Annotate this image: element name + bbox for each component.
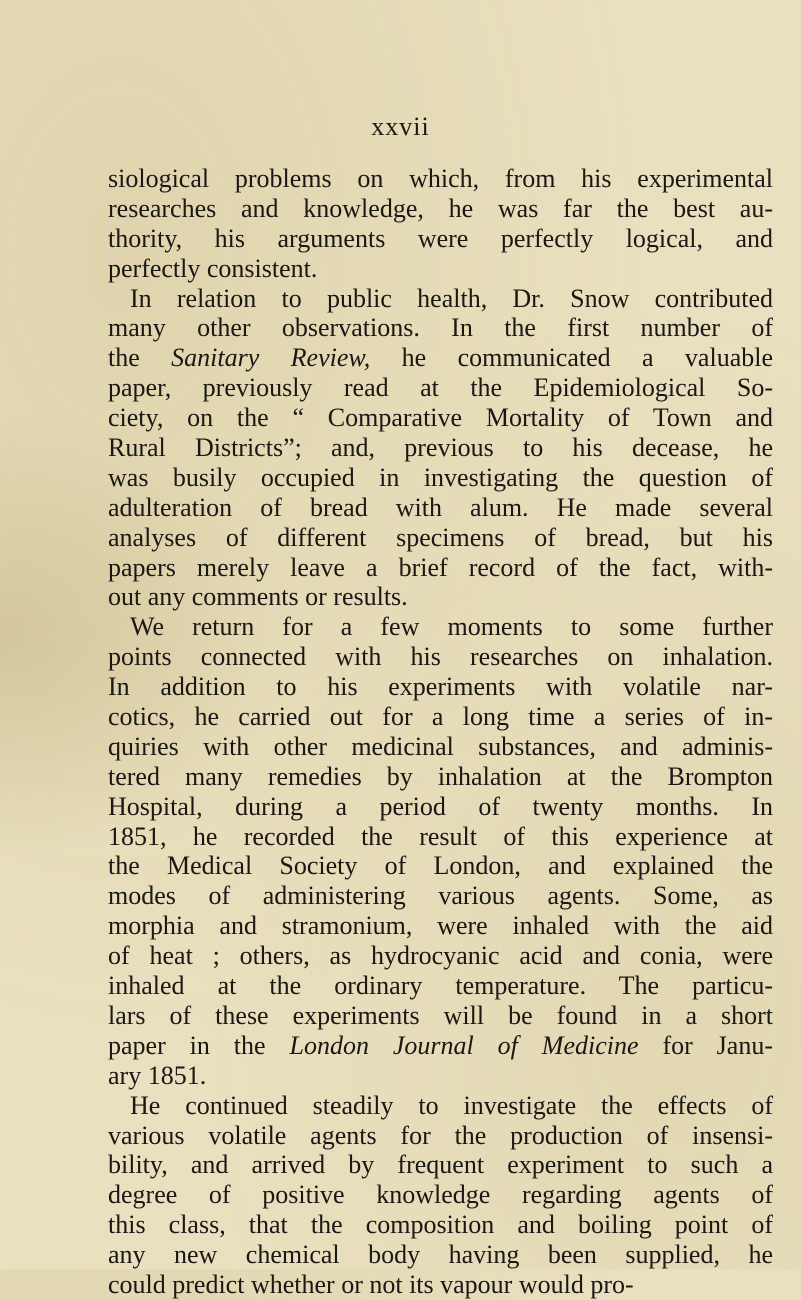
text-line: could predict whether or not its vapour would pro- (108, 1269, 634, 1299)
text-line: Rural Districts”; and, previous to his decease, he (108, 433, 773, 463)
text-line: perfectly consistent. (108, 253, 318, 283)
text-line: thority, his arguments were perfectly logical, and (108, 223, 773, 253)
text-line: modes of administering various agents. Some, as (108, 881, 773, 911)
text-line: many other observations. In the first number of (108, 313, 773, 343)
text-line: adulteration of bread with alum. He made several (108, 492, 773, 522)
text-line: any new chemical body having been supplied, he (108, 1240, 773, 1270)
text-line: papers merely leave a brief record of the fact, with- (108, 552, 773, 582)
text-line: of heat ; others, as hydrocyanic acid and conia, were (108, 941, 773, 971)
text-line: 1851, he recorded the result of this experience at (108, 821, 773, 851)
text-line: this class, that the composition and boiling point of (108, 1210, 773, 1240)
text-line: ciety, on the “ Comparative Mortality of Town and (108, 403, 773, 433)
text-line: out any comments or results. (108, 582, 408, 612)
italic-title: London Journal of Medicine (289, 1030, 639, 1060)
text-line: He continued steadily to investigate the effects of (130, 1090, 773, 1120)
page-number: xxvii (371, 112, 430, 141)
text-line: cotics, he carried out for a long time a series of in- (108, 702, 773, 732)
text-line: various volatile agents for the production of insensi- (108, 1120, 773, 1150)
text-line: inhaled at the ordinary temperature. The particu- (108, 971, 773, 1001)
text-line: points connected with his researches on inhalation. (108, 642, 773, 672)
text-line: bility, and arrived by frequent experiment to such a (108, 1150, 773, 1180)
text-line: In relation to public health, Dr. Snow contributed (130, 283, 773, 313)
text-line: paper in the London Journal of Medicine for Janu- (108, 1030, 773, 1060)
text-line: In addition to his experiments with volatile nar- (108, 672, 773, 702)
text-line: analyses of different specimens of bread, but his (108, 522, 773, 552)
text-line: quiries with other medicinal substances, and adminis- (108, 731, 773, 761)
body-text (108, 164, 773, 1300)
text-line: the Medical Society of London, and explained the (108, 851, 773, 881)
text-line: lars of these experiments will be found in a short (108, 1000, 773, 1030)
text-line: degree of positive knowledge regarding agents of (108, 1180, 773, 1210)
text-line: researches and knowledge, he was far the best au- (108, 193, 773, 223)
text-line: paper, previously read at the Epidemiological So- (108, 373, 773, 403)
text-line: siological problems on which, from his experimental (108, 164, 773, 193)
text-line: the Sanitary Review, he communicated a valuable (108, 343, 773, 373)
text-line: ary 1851. (108, 1060, 207, 1090)
text-line: morphia and stramonium, were inhaled with the aid (108, 911, 773, 941)
italic-title: Sanitary Review, (171, 343, 371, 373)
text-line: tered many remedies by inhalation at the Brompton (108, 761, 773, 791)
text-line: was busily occupied in investigating the question of (108, 462, 773, 492)
text-line: Hospital, during a period of twenty months. In (108, 791, 773, 821)
text-line: We return for a few moments to some further (130, 612, 773, 642)
